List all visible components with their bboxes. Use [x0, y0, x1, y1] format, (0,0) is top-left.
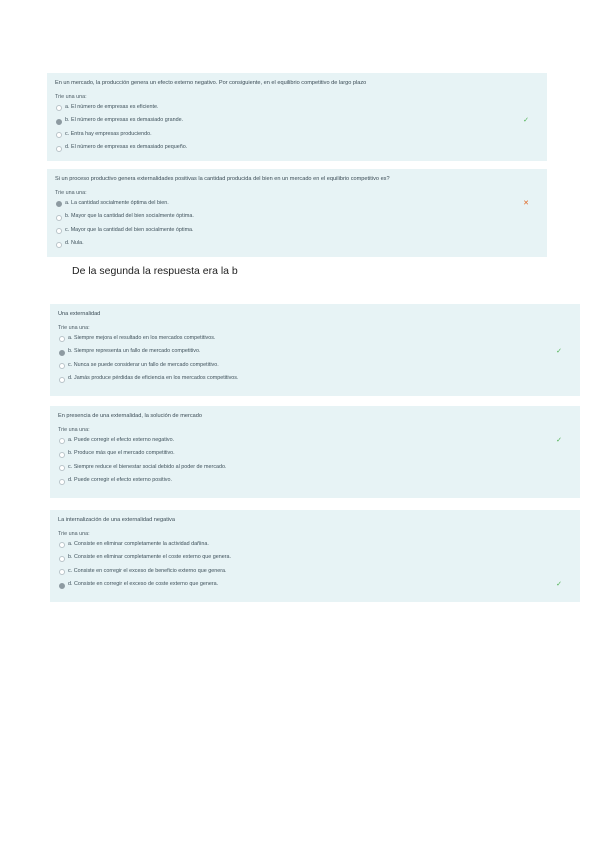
option-label: d. Jamás produce pérdidas de eficiencia en los mercados competitivos. — [68, 375, 239, 382]
radio-icon[interactable] — [59, 542, 65, 548]
cross-icon: ✕ — [523, 200, 529, 207]
answer-prompt: Trie una una: — [58, 531, 90, 537]
radio-icon[interactable] — [56, 105, 62, 111]
option-label: a. La cantidad socialmente óptima del bien. — [65, 200, 169, 206]
answer-prompt: Trie una una: — [55, 94, 87, 100]
answer-option-d[interactable] — [55, 237, 539, 250]
question-text: Una externalidad — [58, 311, 101, 317]
question-text: La internalización de una externalidad negativa — [58, 517, 175, 523]
answer-option-d[interactable] — [55, 141, 539, 154]
radio-icon[interactable] — [56, 146, 62, 152]
answer-prompt: Trie una una: — [55, 190, 87, 196]
answer-option-c[interactable] — [58, 359, 572, 372]
radio-selected-icon[interactable] — [59, 583, 65, 589]
answer-option-d[interactable] — [58, 372, 572, 385]
check-icon: ✓ — [556, 581, 562, 589]
answer-option-c[interactable] — [58, 461, 572, 474]
option-label: a. Siempre mejora el resultado en los mercados competitivos. — [68, 335, 216, 341]
option-label: b. El número de empresas es demasiado grande. — [65, 117, 184, 124]
answer-option-c[interactable] — [55, 128, 539, 141]
radio-icon[interactable] — [56, 215, 62, 221]
answer-option-a[interactable] — [58, 332, 572, 345]
answer-option-c[interactable] — [55, 224, 539, 237]
option-label: c. Siempre reduce el bienestar social debido al poder de mercado. — [68, 463, 227, 470]
question-card-1 — [47, 73, 547, 161]
option-label: a. Puede corregir el efecto externo negativo. — [68, 437, 175, 443]
option-label: c. Entra hay empresas produciendo. — [65, 130, 152, 137]
handwritten-note: De la segunda la respuesta era la b — [72, 265, 238, 277]
answer-option-c[interactable] — [58, 565, 572, 578]
option-label: a. El número de empresas es eficiente. — [65, 104, 159, 110]
question-card-4 — [50, 406, 580, 498]
option-label: c. Mayor que la cantidad del bien socialmente óptima. — [65, 226, 194, 233]
radio-icon[interactable] — [59, 556, 65, 562]
option-label: d. Puede corregir el efecto externo positivo. — [68, 477, 172, 484]
question-text: En un mercado, la producción genera un efecto externo negativo. Por consiguiente, en el equilibrio competitivo de largo plazo — [55, 80, 367, 86]
check-icon: ✓ — [556, 437, 562, 444]
option-label: c. Nunca se puede considerar un fallo de mercado competitivo. — [68, 361, 219, 368]
radio-selected-icon[interactable] — [56, 119, 62, 125]
answer-prompt: Trie una una: — [58, 427, 90, 433]
radio-icon[interactable] — [59, 438, 65, 444]
radio-icon[interactable] — [59, 569, 65, 575]
question-card-5 — [50, 510, 580, 602]
option-label: d. Consiste en corregir el exceso de coste externo que genera. — [68, 581, 219, 588]
check-icon: ✓ — [556, 348, 562, 356]
option-label: a. Consiste en eliminar completamente la actividad dañina. — [68, 541, 209, 547]
answer-option-d[interactable] — [58, 578, 572, 591]
radio-selected-icon[interactable] — [59, 350, 65, 356]
option-label: d. Nula. — [65, 240, 84, 247]
radio-icon[interactable] — [59, 336, 65, 342]
option-label: c. Consiste en corregir el exceso de beneficio externo que genera. — [68, 567, 227, 574]
radio-icon[interactable] — [59, 363, 65, 369]
answer-option-b[interactable] — [55, 114, 539, 127]
answer-prompt: Trie una una: — [58, 325, 90, 331]
radio-icon[interactable] — [56, 132, 62, 138]
radio-icon[interactable] — [59, 465, 65, 471]
option-label: b. Consiste en eliminar completamente el coste externo que genera. — [68, 554, 232, 561]
radio-icon[interactable] — [59, 479, 65, 485]
radio-icon[interactable] — [56, 228, 62, 234]
answer-option-d[interactable] — [58, 474, 572, 487]
answer-option-b[interactable] — [58, 551, 572, 564]
question-card-3 — [50, 304, 580, 396]
answer-option-a[interactable] — [58, 434, 572, 447]
option-label: d. El número de empresas es demasiado pequeño. — [65, 144, 188, 151]
option-label: b. Siempre representa un fallo de mercado competitivo. — [68, 348, 201, 355]
radio-icon[interactable] — [59, 377, 65, 383]
option-label: b. Mayor que la cantidad del bien socialmente óptima. — [65, 213, 194, 220]
radio-icon[interactable] — [56, 242, 62, 248]
radio-selected-icon[interactable] — [56, 201, 62, 207]
option-label: b. Produce más que el mercado competitivo. — [68, 450, 175, 457]
answer-option-a[interactable] — [55, 197, 539, 210]
answer-option-a[interactable] — [58, 538, 572, 551]
answer-option-b[interactable] — [58, 345, 572, 358]
question-text: En presencia de una externalidad, la solución de mercado — [58, 413, 202, 419]
question-card-2 — [47, 169, 547, 257]
answer-option-b[interactable] — [55, 210, 539, 223]
question-text: Si un proceso productivo genera externalidades positivas la cantidad producida del bien en un mercado en el equilibrio competitivo es? — [55, 176, 390, 182]
answer-option-b[interactable] — [58, 447, 572, 460]
check-icon: ✓ — [523, 117, 529, 125]
answer-option-a[interactable] — [55, 101, 539, 114]
radio-icon[interactable] — [59, 452, 65, 458]
